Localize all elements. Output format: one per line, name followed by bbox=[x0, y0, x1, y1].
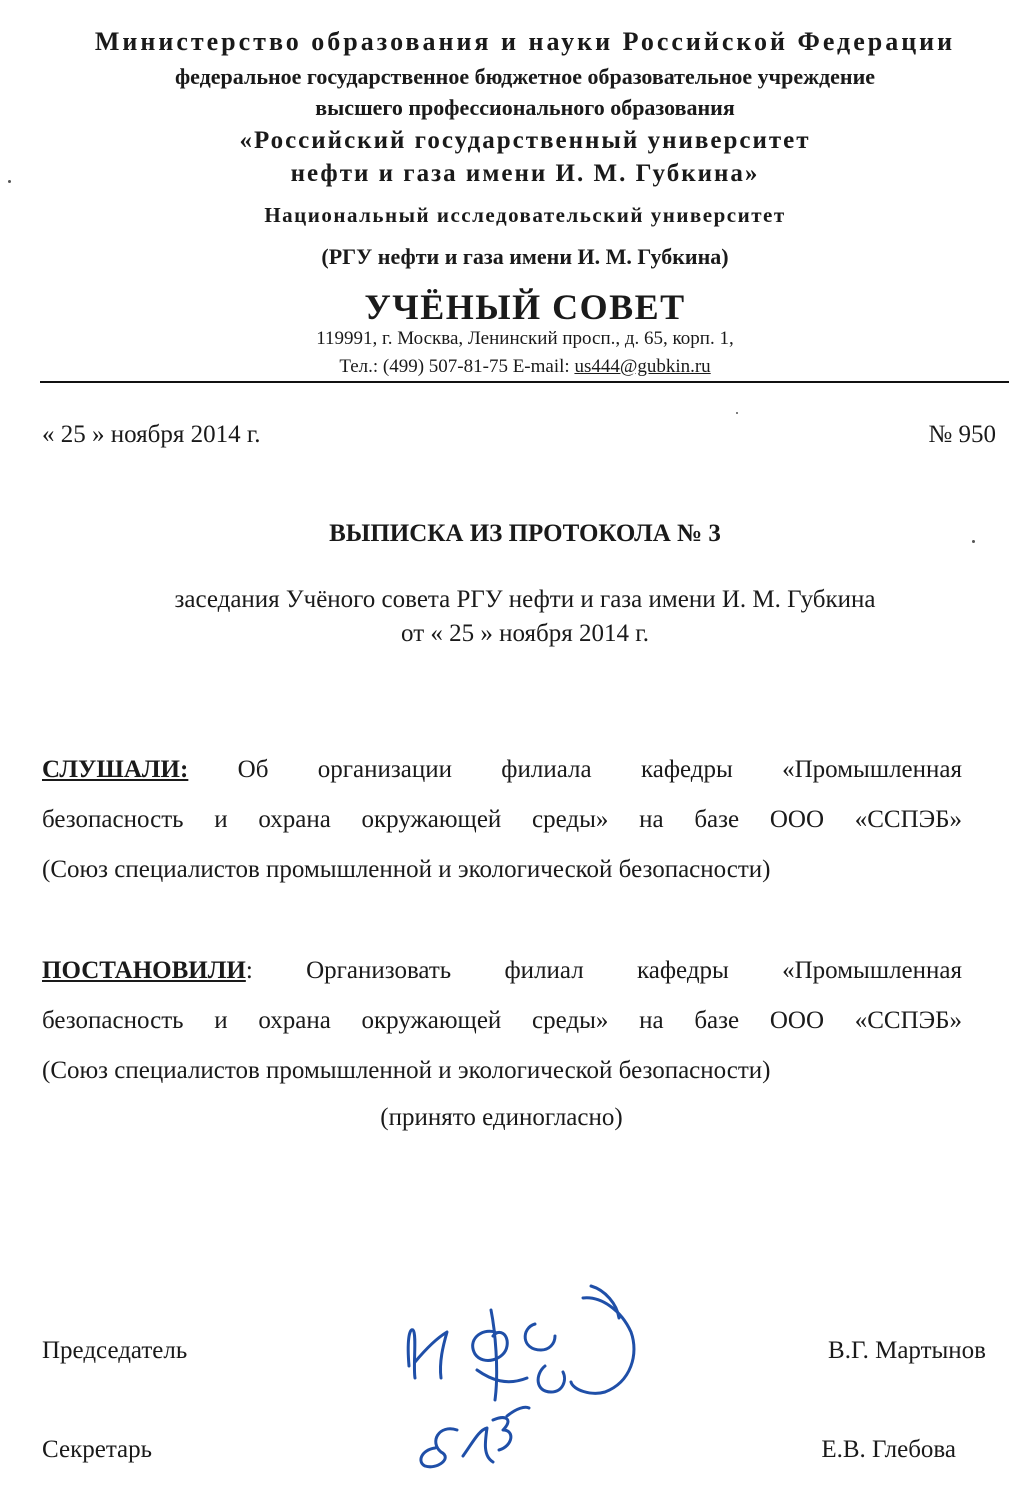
university-name-line-1: «Российский государственный университет bbox=[239, 127, 811, 154]
document-date: « 25 » ноября 2014 г. bbox=[42, 421, 261, 448]
chair-role: Председатель bbox=[42, 1337, 188, 1364]
scan-speck bbox=[8, 180, 11, 183]
document-title: ВЫПИСКА ИЗ ПРОТОКОЛА № 3 bbox=[329, 520, 721, 547]
accepted-note: (принято единогласно) bbox=[380, 1104, 623, 1131]
handwritten-signature bbox=[395, 1270, 685, 1485]
heard-paragraph bbox=[42, 745, 962, 895]
contact-line bbox=[0, 356, 1024, 378]
short-name-line: (РГУ нефти и газа имени И. М. Губкина) bbox=[321, 244, 729, 269]
resolved-line-1 bbox=[42, 946, 962, 996]
phone-label: Тел.: (499) 507-81-75 E-mail: bbox=[339, 356, 570, 377]
session-line-2: от « 25 » ноября 2014 г. bbox=[401, 620, 649, 647]
resolved-line-2: безопасность и охрана окружающей среды» на базе ООО «ССПЭБ» bbox=[42, 1007, 962, 1034]
session-line-1: заседания Учёного совета РГУ нефти и газа имени И. М. Губкина bbox=[174, 586, 876, 613]
research-status-line: Национальный исследовательский университет bbox=[264, 203, 786, 227]
council-title: УЧЁНЫЙ СОВЕТ bbox=[364, 287, 686, 327]
chair-name: В.Г. Мартынов bbox=[828, 1337, 986, 1364]
email-link[interactable]: us444@gubkin.ru bbox=[574, 356, 711, 377]
heard-line-1 bbox=[42, 745, 962, 795]
resolved-line-3: (Союз специалистов промышленной и экологической безопасности) bbox=[42, 1057, 771, 1084]
education-level-line: высшего профессионального образования bbox=[315, 95, 735, 120]
resolved-colon: : bbox=[245, 957, 253, 984]
address-line: 119991, г. Москва, Ленинский просп., д. 65, корп. 1, bbox=[316, 328, 734, 349]
resolved-line-1-text: Организовать филиал кафедры «Промышленная bbox=[306, 957, 962, 984]
heard-label: СЛУШАЛИ: bbox=[42, 756, 189, 783]
secretary-name: Е.В. Глебова bbox=[821, 1436, 956, 1463]
header-divider bbox=[40, 381, 1009, 383]
scan-speck bbox=[972, 540, 975, 543]
university-name-line-2: нефти и газа имени И. М. Губкина» bbox=[290, 160, 760, 187]
resolved-label: ПОСТАНОВИЛИ bbox=[42, 957, 246, 984]
heard-line-3: (Союз специалистов промышленной и экологической безопасности) bbox=[42, 856, 771, 883]
ministry-line: Министерство образования и науки Российской Федерации bbox=[94, 27, 956, 56]
secretary-role: Секретарь bbox=[42, 1436, 153, 1463]
resolved-paragraph bbox=[42, 946, 962, 1096]
heard-line-2: безопасность и охрана окружающей среды» на базе ООО «ССПЭБ» bbox=[42, 806, 962, 833]
scan-speck bbox=[736, 412, 738, 414]
document-number: № 950 bbox=[928, 421, 996, 448]
institution-type-line: федеральное государственное бюджетное образовательное учреждение bbox=[174, 64, 876, 89]
heard-line-1-text: Об организации филиала кафедры «Промышленная bbox=[237, 756, 962, 783]
